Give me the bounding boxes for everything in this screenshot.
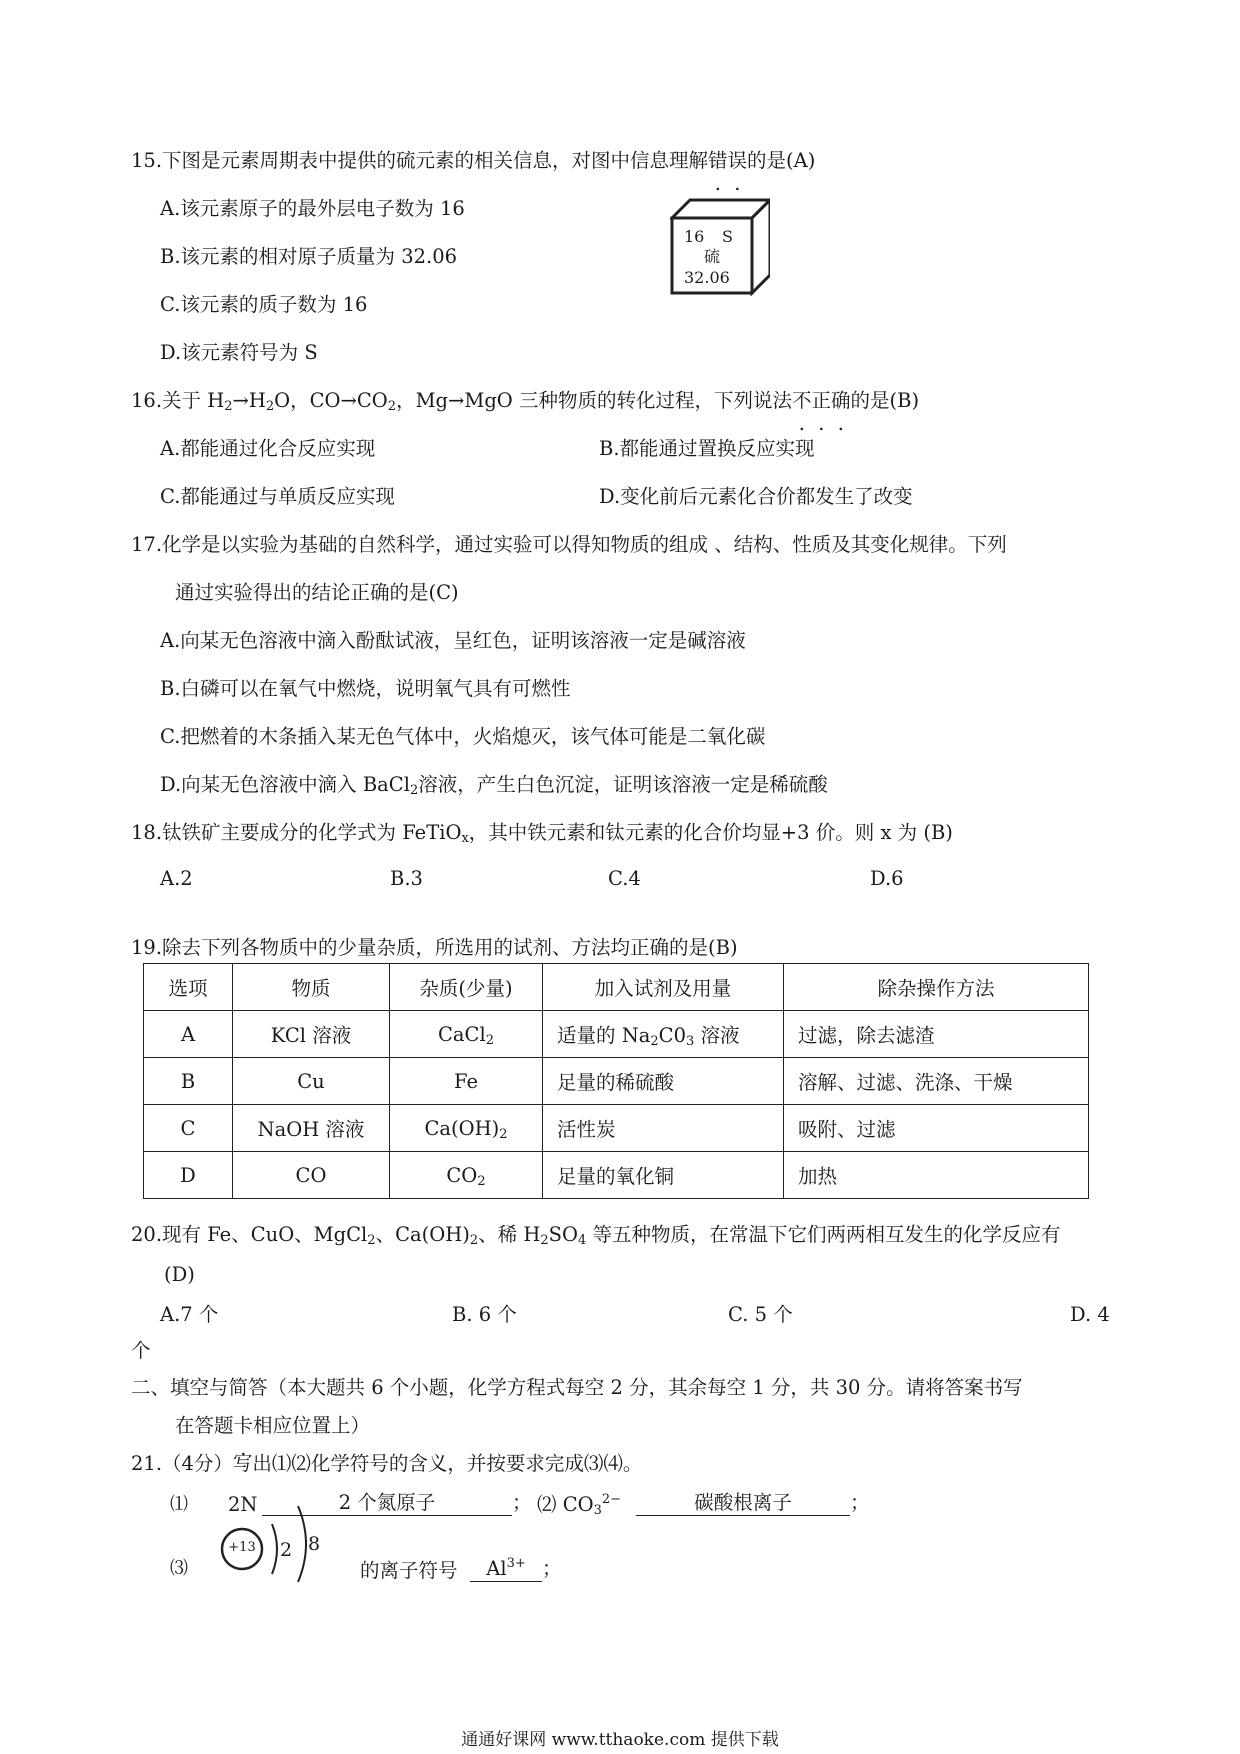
row-substance: CO — [233, 1152, 390, 1199]
aluminum-atom-structure — [220, 1494, 330, 1584]
q15-option-c: C.该元素的质子数为 16 — [160, 293, 368, 316]
q16-option-d: D.变化前后元素化合价都发生了改变 — [599, 485, 913, 508]
header-option: 选项 — [144, 964, 233, 1011]
row-substance: NaOH 溶液 — [233, 1105, 390, 1152]
row-option: A — [144, 1011, 233, 1058]
q21-part2-answer: 碳酸根离子 — [636, 1491, 850, 1516]
q18-option-c: C.4 — [608, 867, 641, 890]
q15-option-b: B.该元素的相对原子质量为 32.06 — [160, 245, 458, 268]
element-cube — [670, 196, 770, 296]
q21-part1-answer-line: 2 个氮原子 ； — [262, 1490, 532, 1516]
q16-option-a: A.都能通过化合反应实现 — [160, 437, 376, 460]
q21-part1-label: ⑴ — [170, 1494, 188, 1515]
q18-stem: 18.钛铁矿主要成分的化学式为 FeTiO$_x$，其中铁元素和钛元素的化合价均显+3 价。则 x 为 (B) — [131, 821, 953, 846]
row-method: 溶解、过滤、洗涤、干燥 — [784, 1058, 1089, 1105]
q17-option-d: D.向某无色溶液中滴入 BaCl$_2$溶液，产生白色沉淀，证明该溶液一定是稀硫酸 — [160, 773, 828, 798]
q21-part1-symbol: 2N — [228, 1493, 258, 1516]
q21-part3-label: ⑶ — [170, 1558, 188, 1579]
q21-stem: 21.（4分）写出⑴⑵化学符号的含义，并按要求完成⑶⑷。 — [131, 1452, 643, 1475]
row-option: C — [144, 1105, 233, 1152]
row-option: D — [144, 1152, 233, 1199]
q20-option-d: D. 4 — [1070, 1303, 1110, 1326]
q21-part2-answer-line: 碳酸根离子 ； — [636, 1490, 870, 1516]
q18-option-b: B.3 — [390, 867, 423, 890]
q20-option-d-tail: 个 — [131, 1339, 151, 1362]
table-row — [144, 1011, 1089, 1058]
table-row — [144, 1152, 1089, 1199]
q20-option-c: C. 5 个 — [728, 1303, 793, 1326]
q18-option-d: D.6 — [870, 867, 904, 890]
row-reagent: 活性炭 — [543, 1105, 784, 1152]
q15-option-a: A.该元素原子的最外层电子数为 16 — [160, 197, 465, 220]
row-reagent: 足量的氧化铜 — [543, 1152, 784, 1199]
q17-option-a: A.向某无色溶液中滴入酚酞试液，呈红色，证明该溶液一定是碱溶液 — [160, 629, 746, 652]
q21-part3-answer: $Al^{3+}$ — [470, 1557, 542, 1582]
atom-nucleus: +13 — [228, 1540, 256, 1555]
atom-shell1-electrons: 2 — [280, 1539, 293, 1561]
row-method: 加热 — [784, 1152, 1089, 1199]
q15-stem: 15.下图是元素周期表中提供的硫元素的相关信息，对图中信息理解错误的是(A) — [131, 149, 816, 172]
q16-stem: 16.关于 $H_2\to H_2O$，$CO\to CO_2$，Mg→MgO 三种物质的转化过程，下列说法不正确的是(B) — [131, 389, 920, 414]
q16-option-b: B.都能通过置换反应实现 — [599, 437, 815, 460]
table-row — [144, 1058, 1089, 1105]
table-header-row — [144, 964, 1089, 1011]
header-substance: 物质 — [233, 964, 390, 1011]
q18-option-a: A.2 — [160, 867, 193, 890]
q16-option-c: C.都能通过与单质反应实现 — [160, 485, 395, 508]
section2-heading-line1: 二、填空与简答（本大题共 6 个小题，化学方程式每空 2 分，其余每空 1 分，共 30 分。请将答案书写 — [131, 1376, 1023, 1399]
header-method: 除杂操作方法 — [784, 964, 1089, 1011]
q20-option-b: B. 6 个 — [452, 1303, 517, 1326]
q17-option-c: C.把燃着的木条插入某无色气体中，火焰熄灭，该气体可能是二氧化碳 — [160, 725, 766, 748]
q21-part2-label: ⑵ $CO_3^{2-}$ — [537, 1492, 622, 1518]
header-impurity: 杂质(少量) — [390, 964, 543, 1011]
q20-option-a: A.7 个 — [160, 1303, 219, 1326]
table-row — [144, 1105, 1089, 1152]
cube-symbol: S — [722, 227, 733, 246]
q19-table — [143, 963, 1089, 1199]
row-substance: KCl 溶液 — [233, 1011, 390, 1058]
q17-option-b: B.白磷可以在氧气中燃烧，说明氧气具有可燃性 — [160, 677, 571, 700]
cube-mass: 32.06 — [684, 268, 730, 287]
q20-stem: 20.现有 Fe、CuO、MgCl$_2$、$Ca(OH)_2$、稀 $H_2SO_4$ 等五种物质，在常温下它们两两相互发生的化学反应有 — [131, 1223, 1061, 1248]
q15-option-d: D.该元素符号为 S — [160, 341, 318, 364]
row-impurity: $Ca(OH)_2$ — [390, 1105, 543, 1152]
row-method: 过滤，除去滤渣 — [784, 1011, 1089, 1058]
row-impurity: $CO_2$ — [390, 1152, 543, 1199]
q17-stem-line2: 通过实验得出的结论正确的是(C) — [175, 581, 459, 604]
row-substance: Cu — [233, 1058, 390, 1105]
row-impurity: Fe — [390, 1058, 543, 1105]
row-reagent: 适量的 $Na_2C0_3$ 溶液 — [543, 1011, 784, 1058]
q19-stem: 19.除去下列各物质中的少量杂质，所选用的试剂、方法均正确的是(B) — [131, 936, 738, 959]
cube-number: 16 — [684, 227, 705, 246]
q20-answer: (D) — [164, 1263, 195, 1286]
q21-part3-text: 的离子符号 — [360, 1559, 458, 1582]
cube-name: 硫 — [704, 247, 721, 266]
row-method: 吸附、过滤 — [784, 1105, 1089, 1152]
atom-shell2-electrons: 8 — [308, 1533, 321, 1555]
page-footer: 通通好课网 www.tthaoke.com 提供下载 — [461, 1730, 779, 1750]
section2-heading-line2: 在答题卡相应位置上） — [175, 1414, 371, 1437]
header-reagent: 加入试剂及用量 — [543, 964, 784, 1011]
row-option: B — [144, 1058, 233, 1105]
row-reagent: 足量的稀硫酸 — [543, 1058, 784, 1105]
q21-part3-answer-line: $Al^{3+}$ ； — [470, 1556, 562, 1582]
q17-stem-line1: 17.化学是以实验为基础的自然科学，通过实验可以得知物质的组成 、结构、性质及其变化规律。下列 — [131, 533, 1007, 556]
row-impurity: CaCl$_2$ — [390, 1011, 543, 1058]
q21-part1-answer: 2 个氮原子 — [262, 1491, 512, 1516]
